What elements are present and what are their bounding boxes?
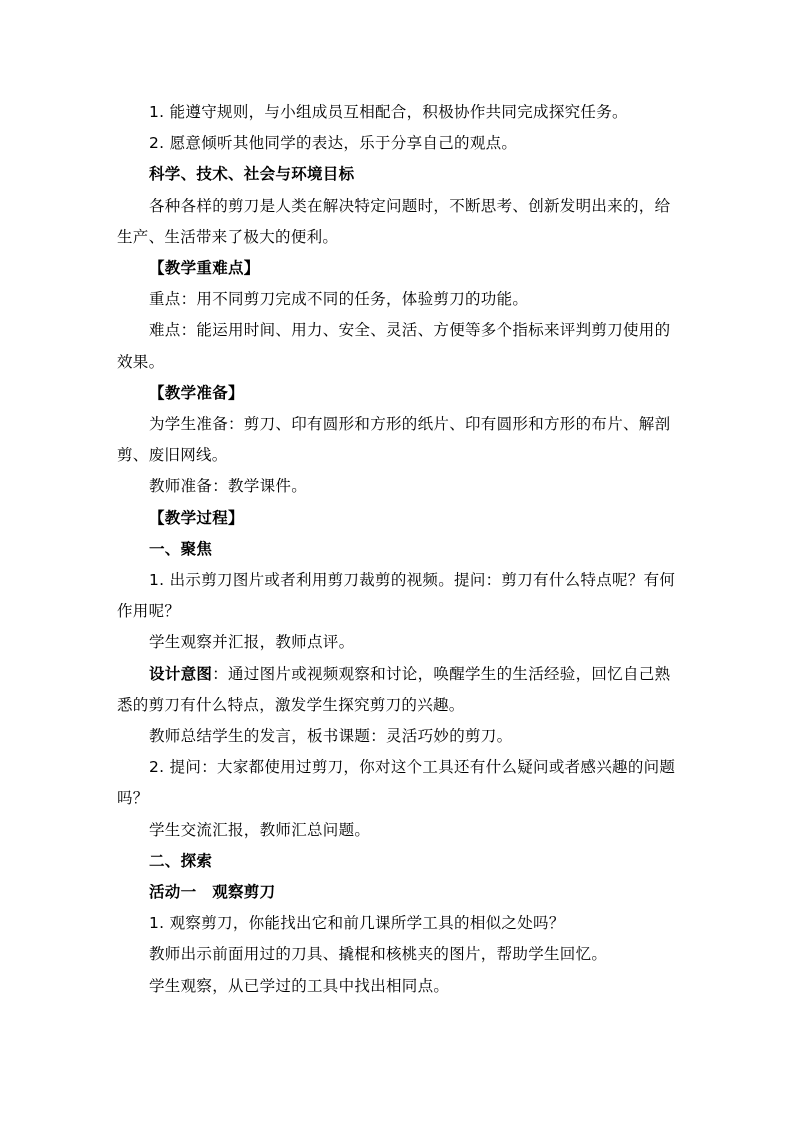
paragraph-difficult-point: 难点：能运用时间、用力、安全、灵活、方便等多个指标来评判剪刀使用的效果。	[117, 321, 671, 371]
paragraph-goal-1: 1. 能遵守规则，与小组成员互相配合，积极协作共同完成探究任务。	[149, 103, 628, 121]
design-intent-text: ：通过图片或视频观察和讨论，唤醒学生的生活经验，回忆自己熟悉的剪刀有什么特点，激发学生探究剪刀的兴趣。	[117, 664, 671, 714]
paragraph-focus-2: 2. 提问：大家都使用过剪刀，你对这个工具还有什么疑问或者感兴趣的问题吗？	[117, 758, 676, 808]
paragraph-student-exchange: 学生交流汇报，教师汇总问题。	[149, 820, 371, 839]
heading-activity-1: 活动一 观察剪刀	[149, 883, 276, 902]
paragraph-teacher-prep: 教师准备：教学课件。	[149, 477, 308, 496]
paragraph-teacher-summary: 教师总结学生的发言，板书课题：灵活巧妙的剪刀。	[149, 727, 513, 746]
heading-stse-goal: 科学、技术、社会与环境目标	[149, 165, 355, 184]
paragraph-student-find: 学生观察，从已学过的工具中找出相同点。	[149, 976, 450, 995]
design-intent-label: 设计意图	[149, 664, 213, 683]
heading-focus: 一、聚焦	[149, 539, 213, 558]
document-body	[117, 97, 679, 1002]
paragraph-teacher-show: 教师出示前面用过的刀具、撬棍和核桃夹的图片，帮助学生回忆。	[149, 945, 608, 964]
heading-explore: 二、探索	[149, 851, 213, 870]
paragraph-design-intent	[117, 659, 679, 721]
heading-process: 【教学过程】	[149, 508, 244, 527]
paragraph-activity-1-q: 1. 观察剪刀，你能找出它和前几课所学工具的相似之处吗？	[149, 914, 565, 933]
paragraph-stse-text: 各种各样的剪刀是人类在解决特定问题时，不断思考、创新发明出来的，给生产、生活带来了极大的便利。	[117, 196, 671, 246]
paragraph-student-observe: 学生观察并汇报，教师点评。	[149, 633, 355, 652]
paragraph-goal-2: 2. 愿意倾听其他同学的表达，乐于分享自己的观点。	[149, 134, 518, 153]
heading-key-points: 【教学重难点】	[149, 259, 260, 278]
heading-preparation: 【教学准备】	[149, 383, 244, 402]
paragraph-student-prep: 为学生准备：剪刀、印有圆形和方形的纸片、印有圆形和方形的布片、解剖剪、废旧网线。	[117, 415, 671, 465]
paragraph-focus-1: 1. 出示剪刀图片或者利用剪刀裁剪的视频。提问：剪刀有什么特点呢？有何作用呢？	[117, 571, 676, 621]
paragraph-key-point: 重点：用不同剪刀完成不同的任务，体验剪刀的功能。	[149, 290, 529, 309]
